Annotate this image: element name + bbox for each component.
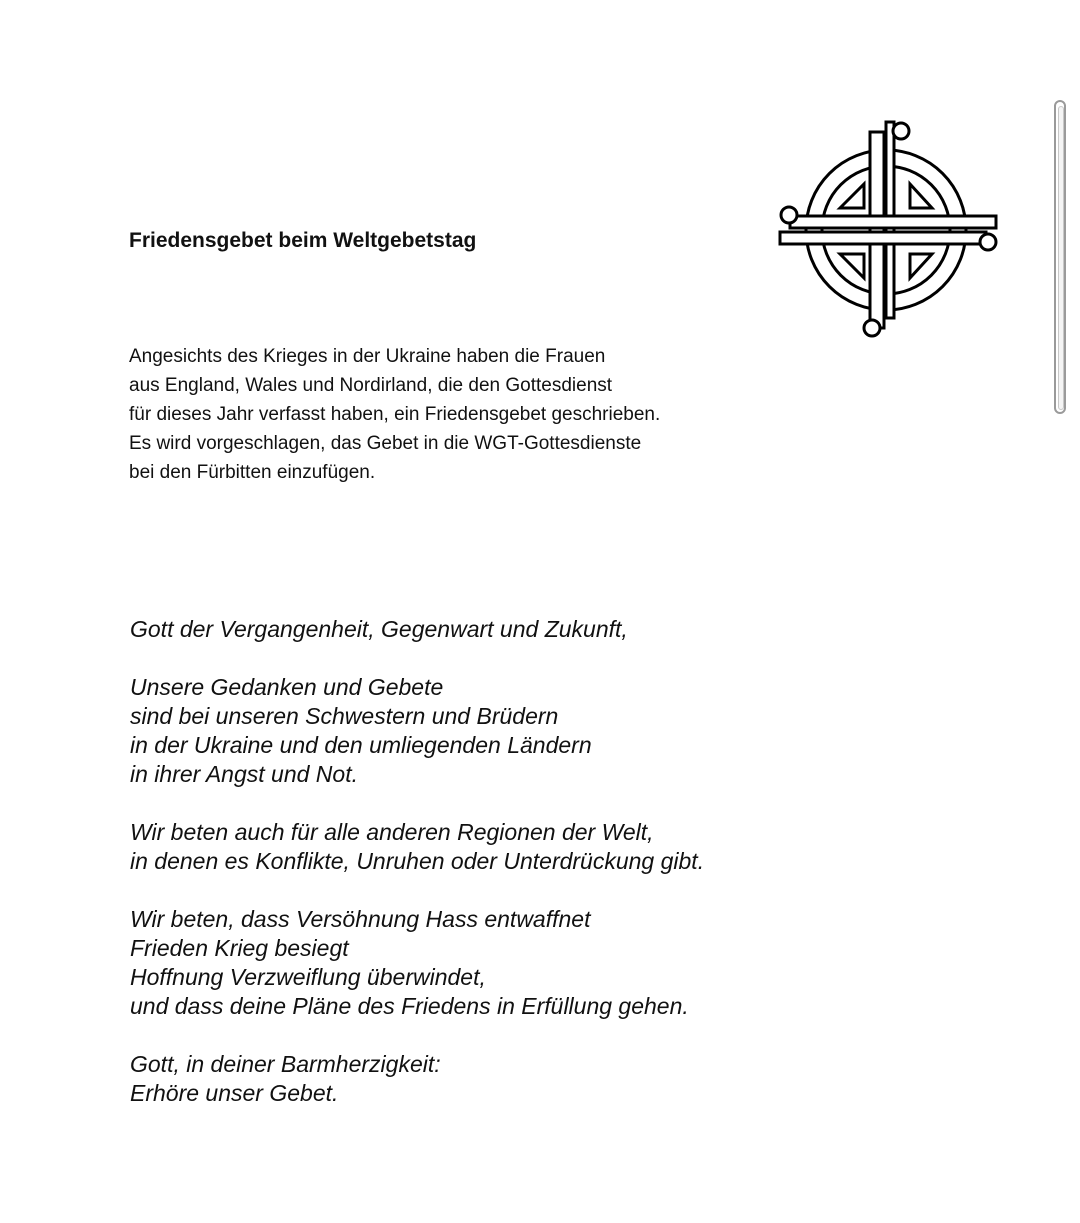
intro-line: für dieses Jahr verfasst haben, ein Friedensgebet geschrieben. xyxy=(129,404,661,425)
intro-line: Angesichts des Krieges in der Ukraine haben die Frauen xyxy=(129,346,606,367)
weltgebetstag-cross-logo-icon xyxy=(774,118,1002,342)
prayer-text xyxy=(130,615,704,1137)
prayer-line: Frieden Krieg besiegt xyxy=(130,935,349,961)
prayer-line: Gott, in deiner Barmherzigkeit: xyxy=(130,1051,441,1077)
vertical-scrollbar[interactable] xyxy=(1054,100,1066,414)
prayer-line: Wir beten, dass Versöhnung Hass entwaffnet xyxy=(130,906,591,932)
prayer-line: in ihrer Angst und Not. xyxy=(130,761,358,787)
prayer-stanza xyxy=(130,905,704,1021)
prayer-line: in der Ukraine und den umliegenden Ländern xyxy=(130,732,592,758)
prayer-stanza xyxy=(130,673,704,789)
prayer-line: Wir beten auch für alle anderen Regionen der Welt, xyxy=(130,819,654,845)
intro-line: aus England, Wales und Nordirland, die den Gottesdienst xyxy=(129,375,613,396)
intro-line: bei den Fürbitten einzufügen. xyxy=(129,462,376,483)
prayer-line: und dass deine Pläne des Friedens in Erfüllung gehen. xyxy=(130,993,689,1019)
prayer-line: Gott der Vergangenheit, Gegenwart und Zukunft, xyxy=(130,616,628,642)
prayer-stanza xyxy=(130,615,704,644)
intro-line: Es wird vorgeschlagen, das Gebet in die WGT-Gottesdienste xyxy=(129,433,642,454)
prayer-line: Unsere Gedanken und Gebete xyxy=(130,674,444,700)
prayer-line: sind bei unseren Schwestern und Brüdern xyxy=(130,703,559,729)
prayer-line: Hoffnung Verzweiflung überwindet, xyxy=(130,964,486,990)
prayer-line: in denen es Konflikte, Unruhen oder Unterdrückung gibt. xyxy=(130,848,705,874)
prayer-stanza xyxy=(130,1050,704,1108)
prayer-line: Erhöre unser Gebet. xyxy=(130,1080,339,1106)
prayer-stanza xyxy=(130,818,704,876)
scrollbar-thumb[interactable] xyxy=(1058,106,1064,410)
intro-paragraph xyxy=(129,342,660,487)
page-title: Friedensgebet beim Weltgebetstag xyxy=(129,229,477,252)
